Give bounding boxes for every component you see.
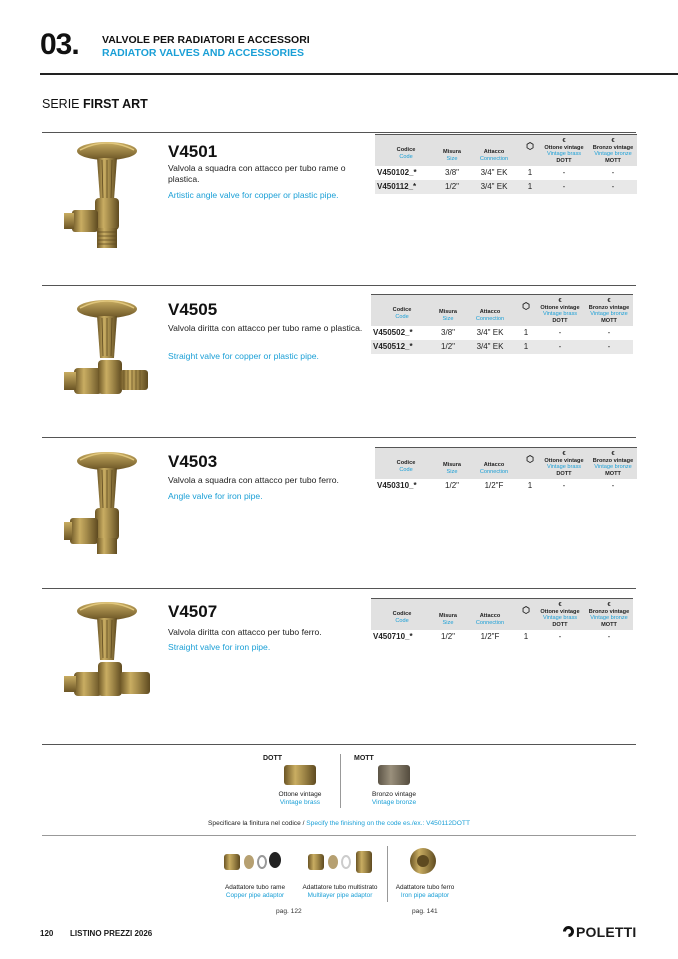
box-icon: ⬡ [526,141,534,151]
angle-valve-image [62,450,152,568]
product-v4505 [42,298,636,438]
iron-adaptor-image [408,846,440,876]
page-number: 120 [40,929,54,938]
table-row: V450310_* 1/2" 1/2"F 1 - - [377,481,615,490]
table-header [375,134,637,166]
finish-instruction-en: Specify the finishing on the code es./ex.: V450112DOTT [306,820,470,827]
page-ref-iron[interactable]: pag. 141 [412,908,438,915]
header-mott: € Bronzo vintage Vintage bronze MOTT [592,451,634,477]
chapter-title-it: VALVOLE PER RADIATORI E ACCESSORI [102,34,310,46]
product-table [375,134,637,194]
chapter-number: 03. [40,28,79,61]
straight-valve-image [62,600,152,718]
header-connection: Attacco Connection [479,149,509,162]
angle-valve-image [62,140,152,258]
header-size: Misura Size [438,309,458,322]
header-dott: € Ottone vintage Vintage brass DOTT [544,138,584,164]
header-dott: € Ottone vintage Vintage brass DOTT [540,298,580,324]
header-dott: € Ottone vintage Vintage brass DOTT [544,451,584,477]
product-code: V4501 [168,142,218,161]
product-v4501 [42,140,636,280]
table-row: V450102_* 3/8" 3/4" EK 1 - - [377,168,615,177]
logo-text: POLETTI [576,924,637,940]
poletti-logo-icon [562,925,576,938]
product-table [371,598,633,644]
header-code: Codice Code [392,307,412,320]
table-header [371,598,633,630]
box-icon: ⬡ [526,454,534,464]
section-divider [42,437,636,438]
table-header [371,294,633,326]
product-v4507 [42,600,636,740]
table-row: V450512_* 1/2" 3/4" EK 1 - - [371,340,633,354]
table-row: V450112_* 1/2" 3/4" EK 1 - - [375,180,637,194]
product-table [375,447,637,493]
box-icon: ⬡ [522,605,530,615]
finish-code-mott: MOTT [354,755,374,762]
header-code: Codice Code [392,611,412,624]
product-table [371,294,633,354]
finish-dott [260,754,340,807]
product-code: V4507 [168,602,218,621]
page-ref-multilayer[interactable]: pag. 122 [276,908,302,915]
header-size: Misura Size [442,462,462,475]
header-size: Misura Size [438,613,458,626]
section-divider [42,132,636,133]
series-name: FIRST ART [83,97,148,111]
header-connection: Attacco Connection [475,309,505,322]
section-divider [42,285,636,286]
series-title [42,97,148,111]
straight-valve-image [62,298,152,416]
finish-name-en: Vintage brass [279,799,321,806]
finish-mott [354,754,434,807]
copper-adaptor-image [222,846,286,876]
adapter-iron: Adattatore tubo ferro Iron pipe adaptor [395,884,455,899]
chapter-title-en: RADIATOR VALVES AND ACCESSORIES [102,47,305,59]
finish-separator [340,754,341,808]
adapters-divider [42,835,636,836]
bronze-sample-icon [376,762,412,788]
product-description-en: Straight valve for iron pipe. [168,642,271,652]
product-description-en: Angle valve for iron pipe. [168,491,263,501]
product-description-it: Valvola diritta con attacco per tubo ferro. [168,627,322,637]
series-prefix: SERIE [42,97,80,111]
table-row: V450710_* 1/2" 1/2"F 1 - - [373,632,611,641]
table-header [375,447,637,479]
header-mott: € Bronzo vintage Vintage bronze MOTT [588,602,630,628]
finishes-divider [42,744,636,745]
product-code: V4505 [168,300,218,319]
header-connection: Attacco Connection [479,462,509,475]
product-description-it: Valvola a squadra con attacco per tubo rame o plastica. [168,163,346,184]
product-code: V4503 [168,452,218,471]
finish-instruction [0,820,678,827]
finish-name-it: Ottone vintage [278,791,322,798]
header-dott: € Ottone vintage Vintage brass DOTT [540,602,580,628]
brass-sample-icon [282,762,318,788]
header-mott: € Bronzo vintage Vintage bronze MOTT [588,298,630,324]
finish-name-it: Bronzo vintage [372,791,416,798]
product-description-en: Artistic angle valve for copper or plastic pipe. [168,190,339,200]
header-connection: Attacco Connection [475,613,505,626]
header-divider [40,73,678,75]
finish-name-en: Vintage bronze [371,799,417,806]
adapter-multilayer: Adattatore tubo multistrato Multilayer pipe adaptor [302,884,378,899]
section-divider [42,588,636,589]
adapter-copper: Adattatore tubo rame Copper pipe adaptor [224,884,286,899]
header-code: Codice Code [396,460,416,473]
finish-code-dott: DOTT [263,755,283,762]
header-size: Misura Size [442,149,462,162]
header-mott: € Bronzo vintage Vintage bronze MOTT [592,138,634,164]
finish-instruction-it: Specificare la finitura nel codice / [208,820,307,827]
product-description-it: Valvola a squadra con attacco per tubo ferro. [168,475,339,485]
box-icon: ⬡ [522,301,530,311]
product-description-en: Straight valve for copper or plastic pipe. [168,351,319,361]
product-description-it: Valvola diritta con attacco per tubo rame o plastica. [168,323,363,333]
product-v4503 [42,450,636,590]
poletti-logo [562,924,637,940]
table-row: V450502_* 3/8" 3/4" EK 1 - - [373,328,611,337]
multilayer-adaptor-image [306,846,376,876]
header-code: Codice Code [396,147,416,160]
footer-title: LISTINO PREZZI 2026 [70,929,153,938]
